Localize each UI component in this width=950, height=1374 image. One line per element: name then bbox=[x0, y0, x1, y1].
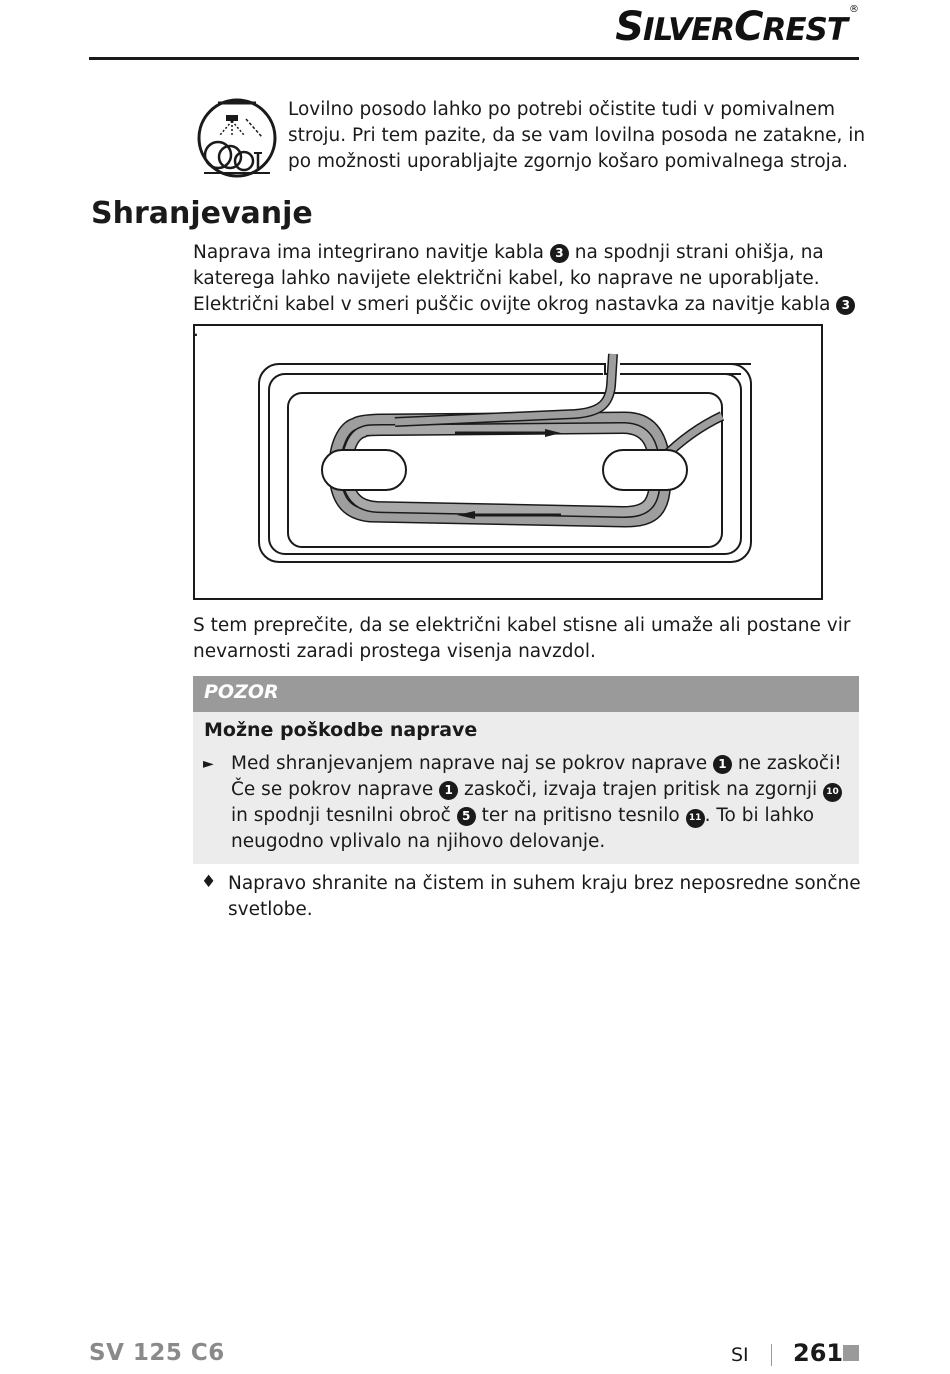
footer-square-icon bbox=[843, 1345, 859, 1361]
part-number-badge: 11 bbox=[686, 809, 705, 828]
safety-paragraph: S tem preprečite, da se električni kabel stisne ali umaže ali postane vir nevarnosti zaradi prostega visenja navzdol. bbox=[193, 615, 851, 662]
arrow-bullet-icon: ► bbox=[203, 756, 214, 772]
part-number-badge: 5 bbox=[457, 807, 476, 826]
footer-divider bbox=[771, 1344, 772, 1366]
footer-language: SI bbox=[731, 1344, 749, 1366]
header-rule bbox=[89, 57, 859, 60]
brand-logo: SILVERCREST® bbox=[615, 4, 858, 50]
warning-label: POZOR bbox=[204, 681, 279, 703]
page-number: 261 bbox=[793, 1339, 844, 1367]
part-number-badge: 1 bbox=[439, 781, 458, 800]
section-title: Shranjevanje bbox=[91, 196, 313, 231]
warning-subtitle: Možne poškodbe naprave bbox=[204, 719, 478, 741]
part-number-badge: 1 bbox=[713, 755, 732, 774]
part-number-badge: 3 bbox=[550, 244, 569, 263]
warning-item: Med shranjevanjem naprave naj se pokrov naprave 1 ne zaskoči! Če se pokrov naprave 1 zaskoči, izvaja trajen pritisk na zgornji 10 in spodnji tesnilni obroč 5 ter na pritisno tesnilo 11 . To bi lahko neugodno vplivalo na njihovo delovanje. bbox=[231, 753, 842, 852]
footer-model: SV 125 C6 bbox=[89, 1340, 225, 1366]
diamond-bullet-icon: ♦ bbox=[201, 872, 217, 892]
storage-paragraph: Naprava ima integrirano navitje kabla 3 na spodnji strani ohišja, na katerega lahko navijete električni kabel, ko naprave ne uporabljate. Električni kabel v smeri puščic ovijte okrog nastavka za navitje kabla 3. bbox=[193, 240, 859, 344]
warning-header bbox=[193, 676, 859, 712]
part-number-badge: 10 bbox=[823, 783, 842, 802]
intro-paragraph: Lovilno posodo lahko po potrebi očistite tudi v pomivalnem stroju. Pri tem pazite, da se vam lovilna posoda ne zatakne, in po možnosti uporabljajte zgornjo košaro pomivalnega stroja. bbox=[288, 99, 866, 172]
cable-winding-figure bbox=[193, 324, 823, 600]
dishwasher-icon bbox=[196, 97, 278, 179]
warning-box bbox=[193, 676, 859, 864]
bullet-item: Napravo shranite na čistem in suhem kraju brez neposredne sončne svetlobe. bbox=[228, 873, 861, 920]
part-number-badge: 3 bbox=[836, 296, 855, 315]
cable-winding-illustration bbox=[195, 326, 821, 598]
